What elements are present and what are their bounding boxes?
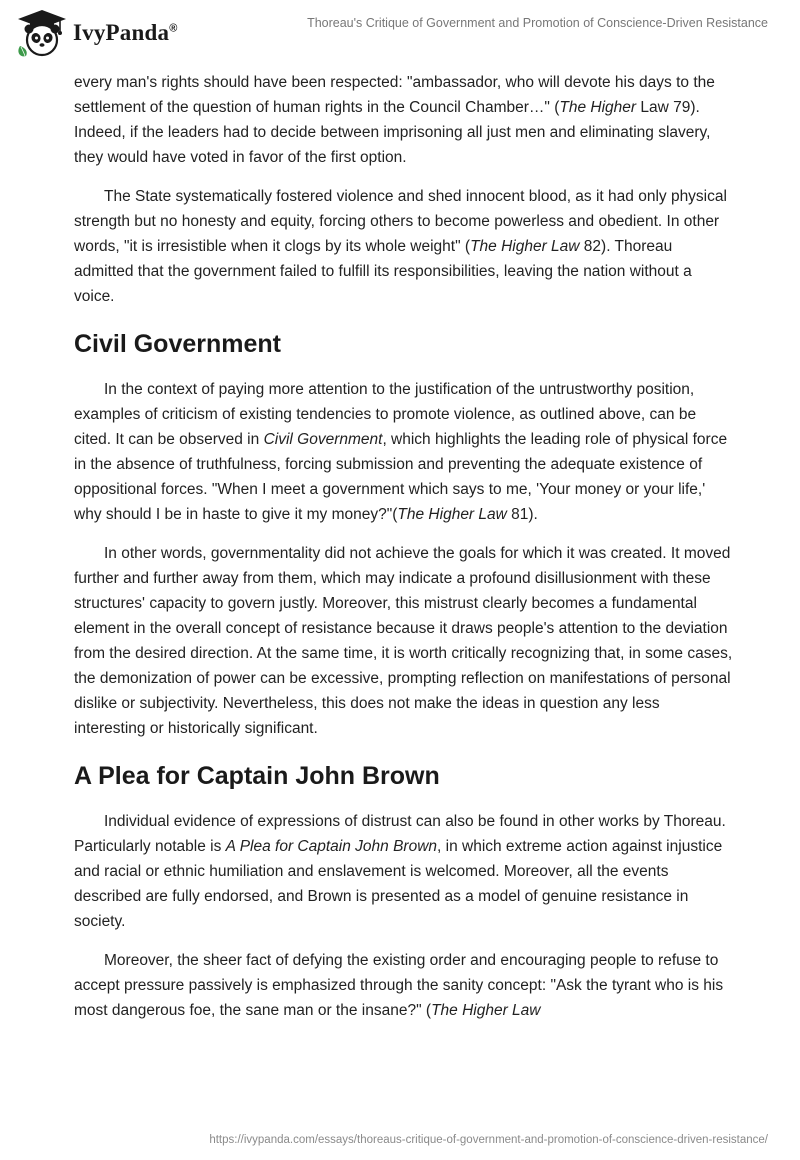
text-run: In other words, governmentality did not achieve the goals for which it was created. It moved further and further away from them, which may indicate a profound disillusionment with these structures' capacity to govern justly. Moreover, this mistrust clearly becomes a fundamental element in the overall concept of resistance because it draws people's attention to the deviation from the desired direction. At the same time, it is worth critically recognizing that, in some cases, the demonization of power can be excessive, prompting reflection on manifestations of personal dislike or subjectivity. Nevertheless, this does not make the ideas in question any less interesting or historically significant. [74,545,733,737]
paragraph [74,809,734,934]
paragraph [74,184,734,309]
essay-content [74,70,734,1023]
source-url[interactable]: https://ivypanda.com/essays/thoreaus-critique-of-government-and-promotion-of-conscience-driven-resistance/ [209,1134,768,1146]
page-header [0,0,800,70]
italic-citation: Civil Government [263,431,383,448]
text-run: , in which extreme action against injustice and racial or ethnic humiliation and enslavement is welcomed. Moreover, all the events described are fully endorsed, and Brown is presented as a model of genuine resistance in society. [74,838,723,930]
italic-citation: The Higher Law [431,1002,541,1019]
ivypanda-logo[interactable] [14,6,178,60]
paragraph [74,541,734,741]
text-run: Individual evidence of expressions of distrust can also be found in other works by Thoreau. Particularly notable is [74,813,726,855]
italic-citation: A Plea for Captain John Brown [225,838,438,855]
paragraph [74,70,734,170]
text-run: 81). [506,506,538,523]
text-run: , which highlights the leading role of physical force in the absence of truthfulness, forcing submission and preventing the adequate existence of oppositional forces. "When I meet a government which says to me, 'Your money or your life,' why should I be in haste to give it my money?"( [74,431,728,523]
italic-citation: The Higher [559,99,637,116]
text-run: Law 79). Indeed, if the leaders had to decide between imprisoning all just men and eliminating slavery, they would have voted in favor of the first option. [74,99,711,166]
panda-graduate-icon [14,6,70,60]
italic-citation: The Higher Law [397,506,507,523]
paragraph [74,948,734,1023]
text-run: The State systematically fostered violence and shed innocent blood, as it had only physical strength but no honesty and equity, forcing others to become powerless and obedient. In other words, "it is irresistible when it clogs by its whole weight" ( [74,188,727,255]
text-run: every man's rights should have been respected: "ambassador, who will devote his days to the settlement of the question of human rights in the Council Chamber…" ( [74,74,715,116]
text-run: Moreover, the sheer fact of defying the existing order and encouraging people to refuse to accept pressure passively is emphasized through the sanity concept: "Ask the tyrant who is his most dangerous foe, the sane man or the insane?" ( [74,952,724,1019]
text-run: 82). Thoreau admitted that the government failed to fulfill its responsibilities, leaving the nation without a voice. [74,238,692,305]
paragraph [74,377,734,527]
italic-citation: The Higher Law [470,238,580,255]
text-run: In the context of paying more attention to the justification of the untrustworthy position, examples of criticism of existing tendencies to promote violence, as outlined above, can be cited. It can be observed in [74,381,697,448]
brand-name: IvyPanda® [73,20,178,45]
section-heading-plea-for-john-brown: A Plea for Captain John Brown [74,762,440,790]
document-title: Thoreau's Critique of Government and Promotion of Conscience-Driven Resistance [307,16,768,30]
section-heading-civil-government: Civil Government [74,330,281,358]
